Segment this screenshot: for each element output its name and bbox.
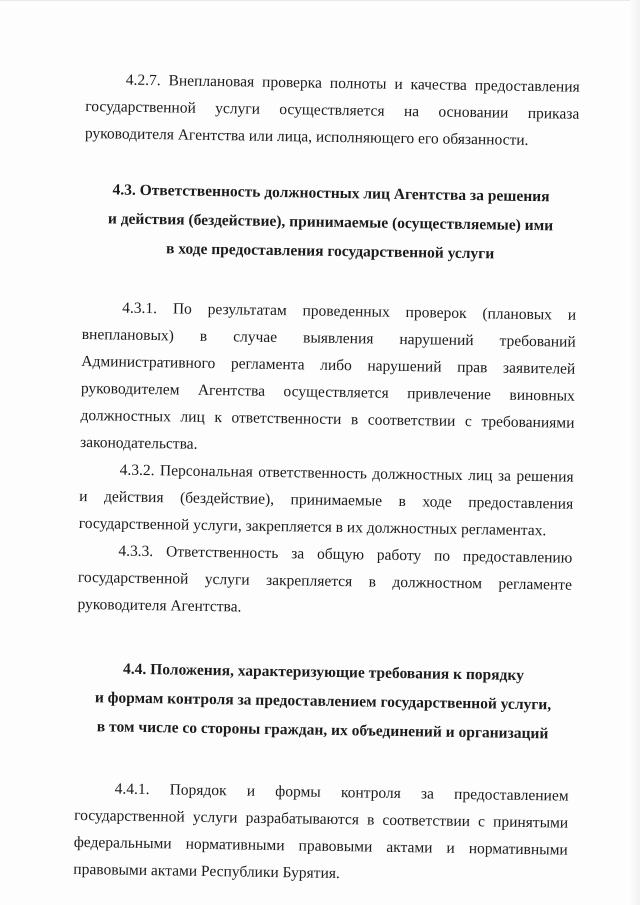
section-4-3-heading bbox=[83, 175, 578, 270]
section-heading-line: 4.3. Ответственность должностных лиц Агентства за решения bbox=[112, 181, 550, 206]
paragraph-4-3-3: 4.3.3. Ответственность за общую работу по предоставлению государственной услуги закрепляется в должностном регламенте руководителя Агентства. bbox=[77, 542, 573, 616]
section-heading-line: и формам контроля за предоставлением государственной услуги, bbox=[94, 689, 552, 714]
document-content bbox=[73, 66, 580, 891]
paragraph-4-3-1: 4.3.1. По результатам проведенных проверок (плановых и внеплановых) в случае выявления нарушений требований Административного регламента либо нарушений прав заявителей руководителем Агентства осуществляется привлечение виновных должностных лиц к ответственности в соответствии с требованиями законодательства. bbox=[79, 299, 577, 453]
section-4-4-heading bbox=[75, 654, 570, 749]
scan-top-border bbox=[0, 0, 640, 1]
section-heading-line: 4.4. Положения, характеризующие требования к порядку bbox=[122, 660, 525, 684]
section-heading-line: и действия (бездействие), принимаемые (осуществляемые) ими bbox=[107, 210, 554, 235]
section-heading-line: в том числе со стороны граждан, их объединений и организаций bbox=[96, 718, 549, 743]
section-heading-line: в ходе предоставления государственной услуги bbox=[165, 240, 495, 263]
paragraph-4-3-2: 4.3.2. Персональная ответственность должностных лиц за решения и действия (бездействие), принимаемые в ходе предоставления государственной услуги, закрепляется в их должностных регламентах. bbox=[78, 461, 574, 540]
scan-right-edge bbox=[630, 0, 640, 905]
paragraph-4-2-7: 4.2.7. Внеплановая проверка полноты и качества предоставления государственной услуги осуществляется на основании приказа руководителя Агентства или лица, исполняющего его обязанности. bbox=[84, 71, 580, 149]
paragraph-4-4-1: 4.4.1. Порядок и формы контроля за предоставлением государственной услуги разрабатываются в соответствии с принятыми федеральными нормативными правовыми актами и нормативными правовыми актами Республики Бурятия. bbox=[73, 780, 569, 883]
